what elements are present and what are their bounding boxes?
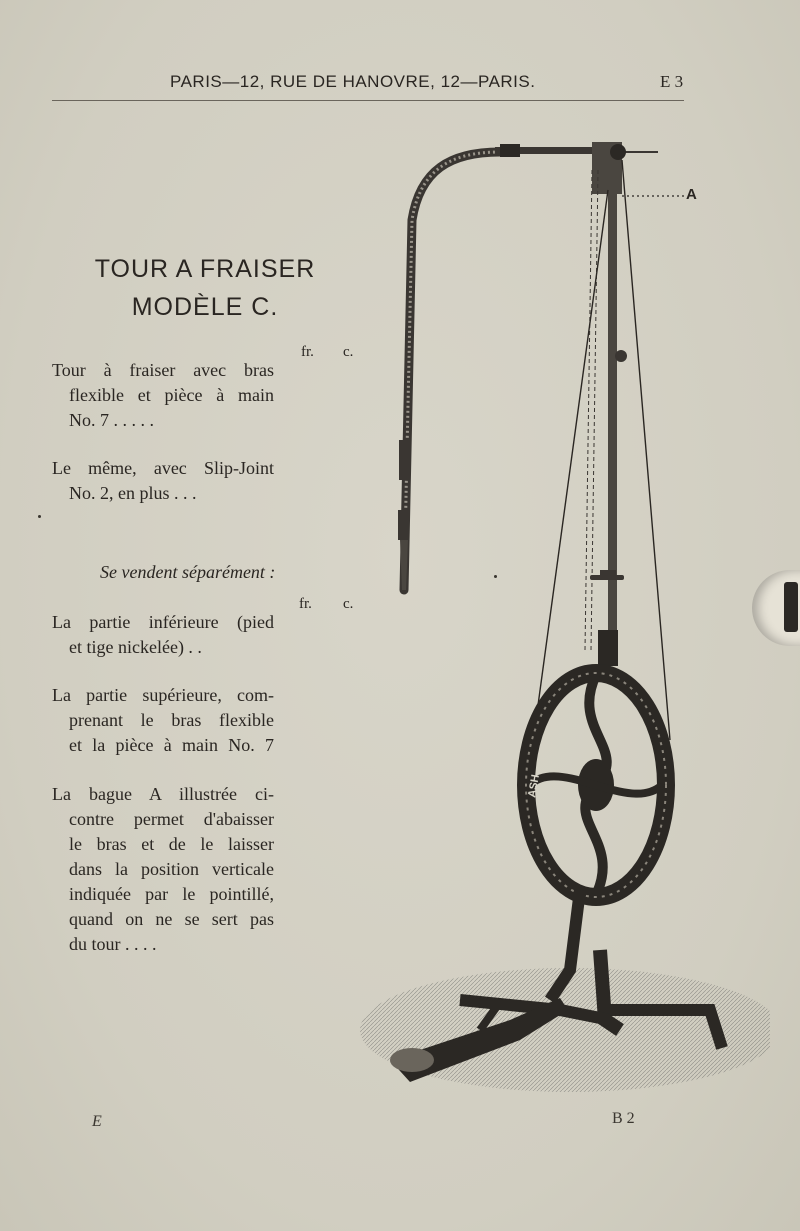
entry-line: prenant le bras flexible bbox=[69, 710, 274, 730]
dental-engine-illustration bbox=[330, 130, 770, 1100]
arm-coupling bbox=[500, 144, 520, 157]
entry-line: dans la position verticale bbox=[69, 859, 274, 879]
entry-line: Le même, avec Slip-Joint bbox=[52, 458, 274, 478]
product-title bbox=[40, 250, 370, 326]
paper-speck bbox=[494, 575, 497, 578]
price-col-centimes-2: c. bbox=[343, 596, 354, 612]
upright-rod bbox=[608, 190, 617, 650]
separately-heading: Se vendent séparément : bbox=[100, 562, 276, 582]
price-col-centimes: c. bbox=[343, 344, 354, 360]
ring-a-label: A bbox=[686, 186, 697, 203]
entry-partie-inferieure bbox=[52, 610, 274, 660]
page-tab-mark bbox=[784, 582, 798, 632]
drive-belt-left bbox=[536, 190, 608, 720]
entry-slip-joint bbox=[52, 456, 274, 506]
rod-clamp-handle bbox=[590, 575, 624, 580]
page-number: E 3 bbox=[660, 72, 684, 91]
entry-line: du tour . . . . bbox=[69, 934, 157, 954]
drive-belt-right bbox=[622, 160, 670, 740]
entry-line: La bague A illustrée ci- bbox=[52, 784, 274, 804]
entry-line: La partie supérieure, com- bbox=[52, 685, 274, 705]
arm-joint-lower bbox=[398, 510, 409, 540]
entry-line: La partie inférieure (pied bbox=[52, 612, 274, 632]
price-col-francs: fr. bbox=[301, 344, 314, 360]
entry-bague-a bbox=[52, 782, 274, 957]
flexible-arm bbox=[404, 152, 500, 590]
entry-tour-complet bbox=[52, 358, 274, 433]
footer-signature-right: B 2 bbox=[612, 1110, 635, 1127]
entry-partie-superieure bbox=[52, 683, 274, 758]
rod-base bbox=[598, 630, 618, 666]
pulley-wheel bbox=[610, 144, 626, 160]
title-line-1: TOUR A FRAISER bbox=[94, 255, 316, 283]
entry-line: et la pièce à main No. 7 bbox=[69, 735, 274, 755]
entry-line: indiquée par le pointillé, bbox=[69, 884, 274, 904]
entry-line: No. 7 . . . . . bbox=[69, 410, 154, 430]
entry-line: quand on ne se sert pas bbox=[69, 909, 274, 929]
wheel-maker-text: ASH bbox=[526, 773, 542, 799]
paper-speck bbox=[38, 515, 41, 518]
pedal-pad bbox=[390, 1048, 434, 1072]
price-col-francs-2: fr. bbox=[299, 596, 312, 612]
entry-line: No. 2, en plus . . . bbox=[69, 483, 197, 503]
entry-line: et tige nickelée) . . bbox=[69, 637, 202, 657]
title-line-2: MODÈLE C. bbox=[131, 293, 279, 321]
entry-line: flexible et pièce à main bbox=[69, 385, 274, 405]
running-head: PARIS—12, RUE DE HANOVRE, 12—PARIS. bbox=[170, 72, 536, 91]
header-rule bbox=[52, 100, 684, 101]
entry-line: le bras et de le laisser bbox=[69, 834, 274, 854]
arm-joint bbox=[399, 440, 409, 480]
entry-line: contre permet d'abaisser bbox=[69, 809, 274, 829]
entry-line: Tour à fraiser avec bras bbox=[52, 360, 274, 380]
rod-knob bbox=[615, 350, 627, 362]
footer-signature-left: E bbox=[92, 1113, 102, 1130]
flexible-arm-coil bbox=[404, 152, 500, 590]
